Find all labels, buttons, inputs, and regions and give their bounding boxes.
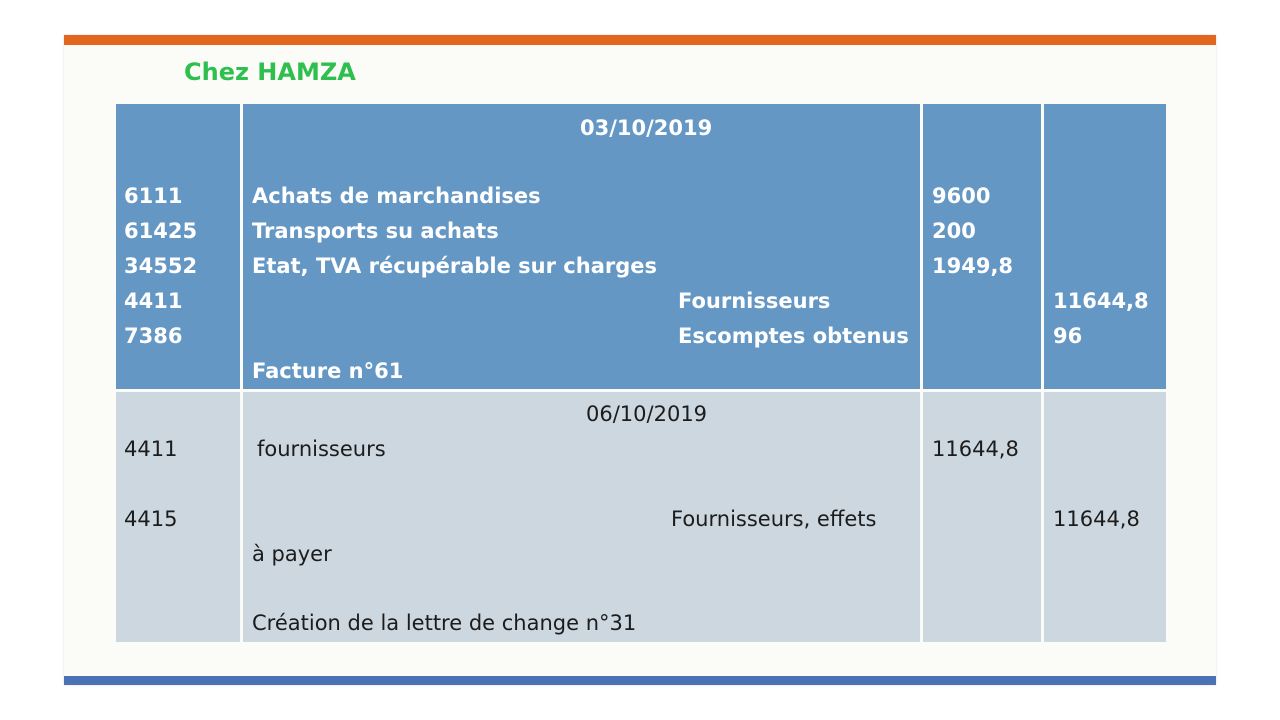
entry-reference: Création de la lettre de change n°31 <box>252 611 637 635</box>
journal-entry-1 <box>116 104 1166 389</box>
column-divider <box>920 104 923 389</box>
column-divider <box>1041 392 1044 642</box>
debit-label: Transports su achats <box>252 219 499 243</box>
entry-date: 03/10/2019 <box>580 116 713 140</box>
debit-amount: 9600 <box>932 184 991 208</box>
credit-amount: 11644,8 <box>1053 507 1140 531</box>
debit-label: Achats de marchandises <box>252 184 541 208</box>
account-number: 61425 <box>124 219 198 243</box>
entry-reference: Facture n°61 <box>252 359 404 383</box>
account-number: 4411 <box>124 289 183 313</box>
column-divider <box>1041 104 1044 389</box>
credit-label: Fournisseurs <box>678 289 831 313</box>
debit-label: Etat, TVA récupérable sur charges <box>252 254 657 278</box>
debit-amount: 11644,8 <box>932 437 1019 461</box>
account-number: 4415 <box>124 507 178 531</box>
account-number: 4411 <box>124 437 178 461</box>
credit-amount: 96 <box>1053 324 1083 348</box>
account-number: 7386 <box>124 324 183 348</box>
credit-amount: 11644,8 <box>1053 289 1149 313</box>
debit-amount: 1949,8 <box>932 254 1014 278</box>
slide-title: Chez HAMZA <box>184 58 356 86</box>
account-number: 6111 <box>124 184 183 208</box>
journal-entry-2 <box>116 392 1166 642</box>
bottom-accent-bar <box>64 676 1216 685</box>
account-number: 34552 <box>124 254 198 278</box>
column-divider <box>240 104 243 389</box>
column-divider <box>920 392 923 642</box>
entry-date: 06/10/2019 <box>586 402 708 426</box>
credit-label: Escomptes obtenus <box>678 324 909 348</box>
debit-amount: 200 <box>932 219 976 243</box>
credit-label: Fournisseurs, effets <box>671 507 877 531</box>
debit-label: fournisseurs <box>257 437 386 461</box>
top-accent-bar <box>64 35 1216 45</box>
column-divider <box>240 392 243 642</box>
credit-label-continuation: à payer <box>252 542 332 566</box>
